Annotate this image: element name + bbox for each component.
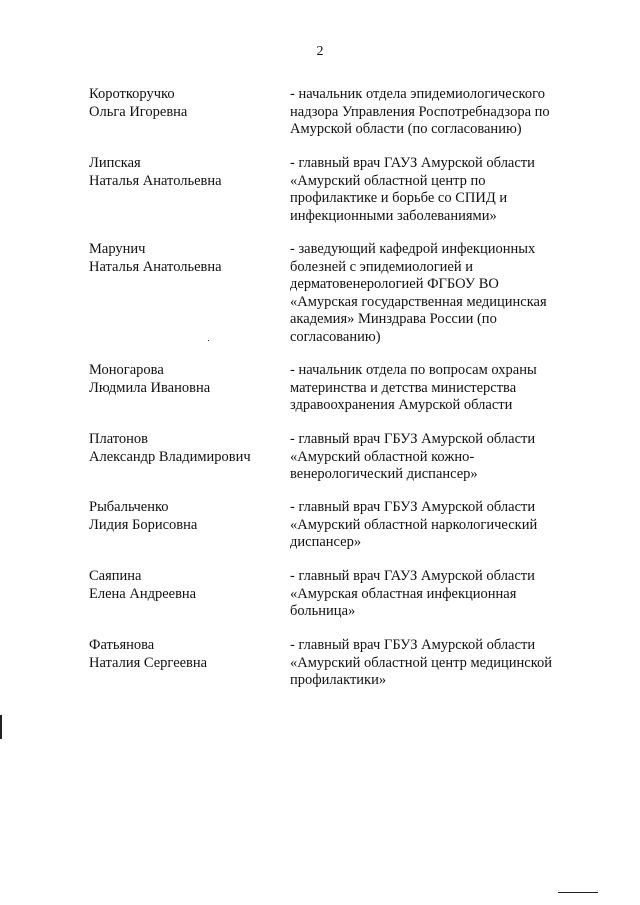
member-given-names: Елена Андреевна [89, 585, 197, 602]
position-line: «Амурский областной наркологический [290, 516, 538, 533]
position-line: болезней с эпидемиологией и [290, 258, 473, 275]
position-line: - главный врач ГБУЗ Амурской области [290, 499, 536, 515]
member-given-names: Наталья Анатольевна [89, 258, 222, 275]
member-given-names: Ольга Игоревна [89, 103, 188, 120]
member-position [290, 637, 578, 690]
position-line: - главный врач ГБУЗ Амурской области [290, 637, 536, 653]
position-line: «Амурский областной кожно- [290, 448, 475, 465]
position-line: согласованию) [290, 328, 381, 345]
member-name [89, 241, 279, 276]
position-line: академия» Минздрава России (по [290, 311, 497, 327]
position-line: материнства и детства министерства [290, 379, 517, 396]
scan-edge-mark [558, 892, 598, 893]
position-line: Амурской области (по согласованию) [290, 121, 522, 137]
member-position [290, 86, 578, 139]
position-line: «Амурская областная инфекционная [290, 585, 517, 602]
member-given-names: Наталия Сергеевна [89, 654, 208, 671]
position-line: профилактики» [290, 672, 387, 688]
member-position [290, 155, 578, 225]
member-given-names: Наталья Анатольевна [89, 172, 222, 189]
position-line: инфекционными заболеваниями» [290, 207, 497, 224]
member-name [89, 431, 279, 466]
position-line: - главный врач ГАУЗ Амурской области [290, 568, 535, 584]
member-given-names: Лидия Борисовна [89, 516, 198, 533]
member-name [89, 86, 279, 121]
member-position [290, 431, 578, 484]
member-position [290, 568, 578, 621]
member-name [89, 155, 279, 190]
position-line: здравоохранения Амурской области [290, 397, 513, 413]
member-name [89, 362, 279, 397]
position-line: - главный врач ГБУЗ Амурской области [290, 431, 536, 447]
position-line: - начальник отдела эпидемиологического [290, 86, 545, 102]
scan-dot [208, 340, 209, 341]
position-line: диспансер» [290, 534, 362, 550]
member-surname: Моногарова [89, 362, 164, 378]
position-line: профилактике и борьбе со СПИД и [290, 190, 508, 206]
member-surname: Липская [89, 155, 141, 171]
member-surname: Марунич [89, 241, 146, 257]
position-line: «Амурский областной центр по [290, 172, 486, 189]
position-line: больница» [290, 603, 356, 619]
member-name [89, 568, 279, 603]
member-surname: Фатьянова [89, 637, 155, 653]
member-surname: Короткоручко [89, 86, 175, 102]
member-given-names: Александр Владимирович [89, 448, 251, 465]
member-surname: Рыбальченко [89, 499, 169, 515]
member-position [290, 499, 578, 552]
position-line: венерологический диспансер» [290, 466, 478, 482]
member-name [89, 637, 279, 672]
member-surname: Платонов [89, 431, 149, 447]
position-line: дерматовенерологией ФГБОУ ВО [290, 276, 499, 292]
member-given-names: Людмила Ивановна [89, 379, 211, 396]
position-line: надзора Управления Роспотребнадзора по [290, 103, 550, 120]
position-line: - начальник отдела по вопросам охраны [290, 362, 537, 378]
member-name [89, 499, 279, 534]
position-line: «Амурская государственная медицинская [290, 293, 547, 310]
position-line: «Амурский областной центр медицинской [290, 654, 553, 671]
page-number: 2 [316, 44, 324, 59]
member-position [290, 241, 578, 346]
position-line: - заведующий кафедрой инфекционных [290, 241, 536, 257]
member-surname: Саяпина [89, 568, 142, 584]
scan-edge-mark [0, 715, 2, 739]
member-position [290, 362, 578, 415]
position-line: - главный врач ГАУЗ Амурской области [290, 155, 535, 171]
